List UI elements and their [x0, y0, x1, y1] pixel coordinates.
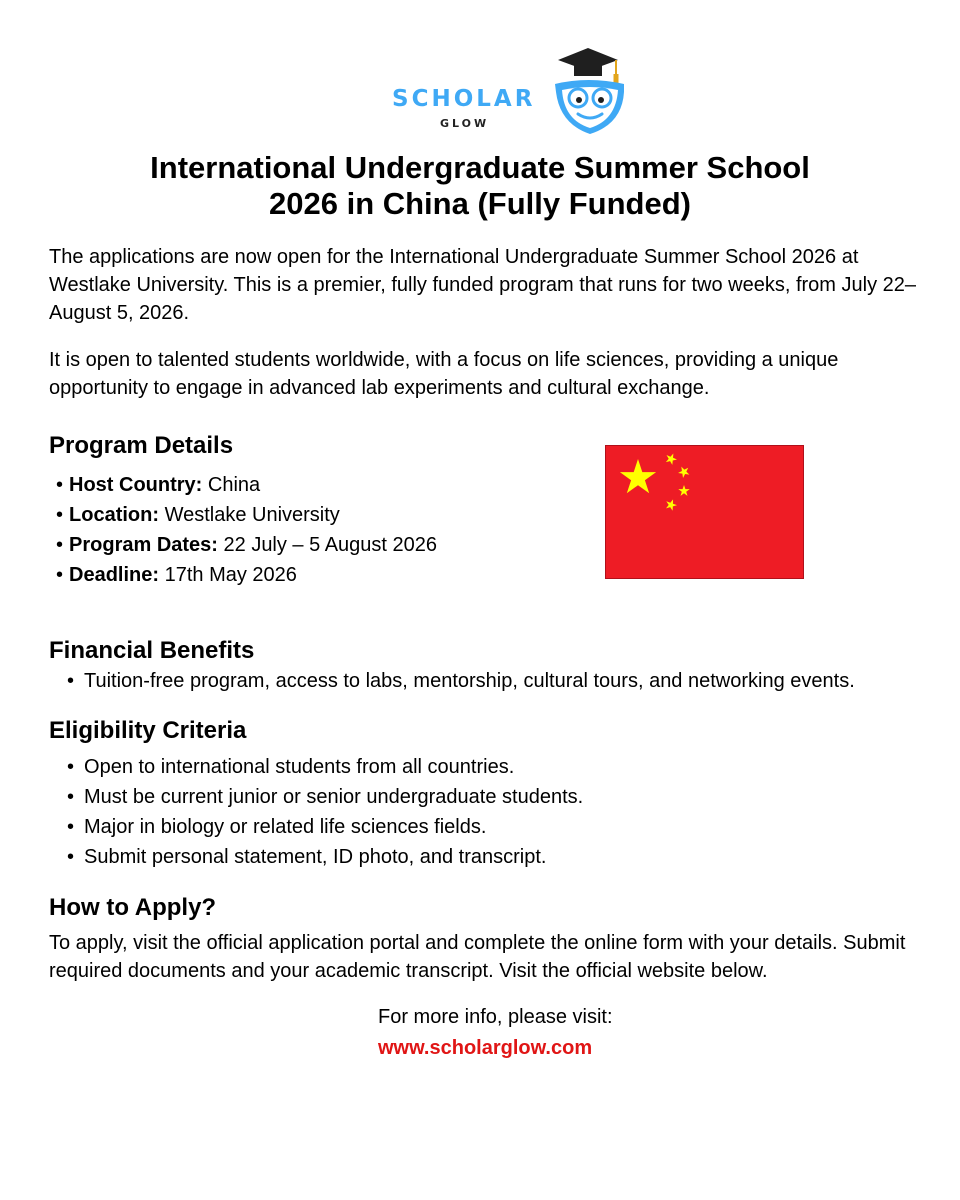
logo-subtitle: GLOW: [440, 117, 490, 130]
program-details-list: [56, 470, 437, 590]
website-link[interactable]: www.scholarglow.com: [378, 1037, 593, 1059]
list-item: • Deadline: 17th May 2026: [56, 560, 437, 590]
how-to-apply-text: To apply, visit the official application portal and complete the online form with your details. Submit required documents and your academic transcript. Visit the official website below.: [49, 932, 906, 982]
logo-wordmark: SCHOLAR: [392, 86, 536, 112]
how-to-apply-heading: How to Apply?: [49, 894, 217, 921]
list-item: • Host Country: China: [56, 470, 437, 500]
list-item: • Program Dates: 22 July – 5 August 2026: [56, 530, 437, 560]
list-item: • Tuition-free program, access to labs, mentorship, cultural tours, and networking events.: [67, 666, 855, 696]
page-title: [0, 150, 960, 222]
list-item: • Major in biology or related life sciences fields.: [67, 812, 583, 842]
list-item: • Location: Westlake University: [56, 500, 437, 530]
list-item: • Open to international students from all countries.: [67, 752, 583, 782]
list-item: • Submit personal statement, ID photo, and transcript.: [67, 842, 583, 872]
eligibility-list: [67, 752, 583, 872]
title-line-1: International Undergraduate Summer School: [150, 150, 810, 185]
title-line-2: 2026 in China (Fully Funded): [269, 186, 691, 221]
intro-paragraph-1: The applications are now open for the International Undergraduate Summer School 2026 at Westlake University. This is a premier, fully funded program that runs for two weeks, from July 22–August 5, 2026.: [49, 246, 917, 324]
program-details-heading: Program Details: [49, 432, 234, 459]
scholarglow-logo: [390, 44, 640, 139]
financial-benefits-heading: Financial Benefits: [49, 637, 255, 664]
eligibility-heading: Eligibility Criteria: [49, 717, 247, 744]
more-info-text: For more info, please visit:: [378, 1006, 613, 1028]
financial-benefits-list: [67, 666, 855, 696]
china-flag-icon: [605, 445, 804, 579]
intro-paragraph-2: It is open to talented students worldwide, with a focus on life sciences, providing a unique opportunity to engage in advanced lab experiments and cultural exchange.: [49, 349, 839, 399]
list-item: • Must be current junior or senior undergraduate students.: [67, 782, 583, 812]
owl-graduation-cap-icon: [552, 44, 632, 139]
